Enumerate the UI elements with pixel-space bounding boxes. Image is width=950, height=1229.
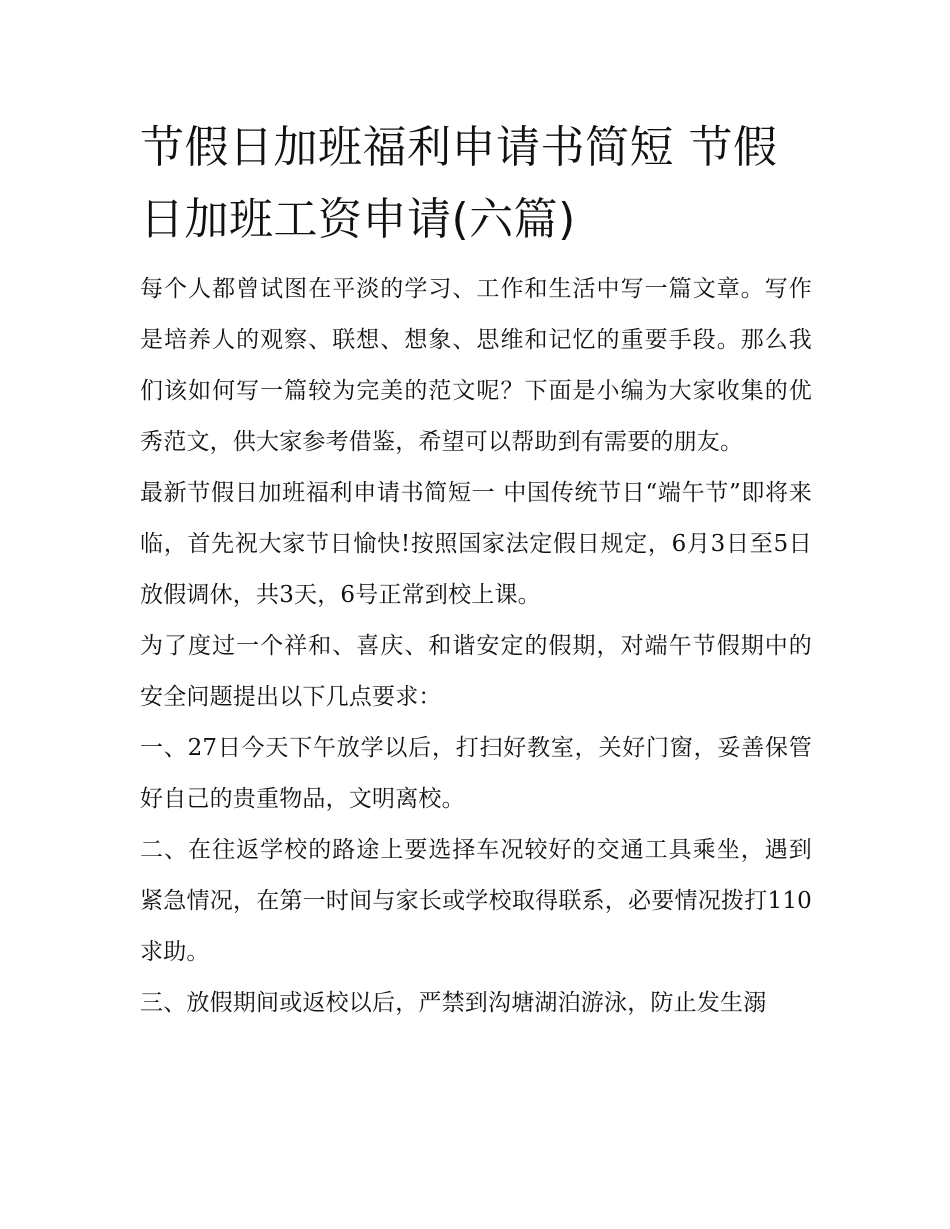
intro-paragraph: 每个人都曾试图在平淡的学习、工作和生活中写一篇文章。写作是培养人的观察、联想、想象、思维和记忆的重要手段。那么我们该如何写一篇较为完美的范文呢？下面是小编为大家收集的优秀范文，供大家参考借鉴，希望可以帮助到有需要的朋友。 [140,276,812,455]
rule-two-paragraph: 二、在往返学校的路途上要选择车况较好的交通工具乘坐，遇到紧急情况，在第一时间与家长或学校取得联系，必要情况拨打110求助。 [140,837,812,965]
rule-one-paragraph: 一、27日今天下午放学以后，打扫好教室，关好门窗，妥善保管好自己的贵重物品，文明离校。 [140,735,812,812]
rule-three-paragraph: 三、放假期间或返校以后，严禁到沟塘湖泊游泳，防止发生溺 [140,990,767,1016]
section-one-paragraph: 最新节假日加班福利申请书简短一 中国传统节日“端午节”即将来临，首先祝大家节日愉快!按照国家法定假日规定，6月3日至5日放假调休，共3天，6号正常到校上课。 [140,480,812,608]
document-title: 节假日加班福利申请书简短 节假日加班工资申请(六篇) [140,122,778,245]
safety-intro-paragraph: 为了度过一个祥和、喜庆、和谐安定的假期，对端午节假期中的安全问题提出以下几点要求： [140,633,812,710]
document-page [140,112,812,1029]
